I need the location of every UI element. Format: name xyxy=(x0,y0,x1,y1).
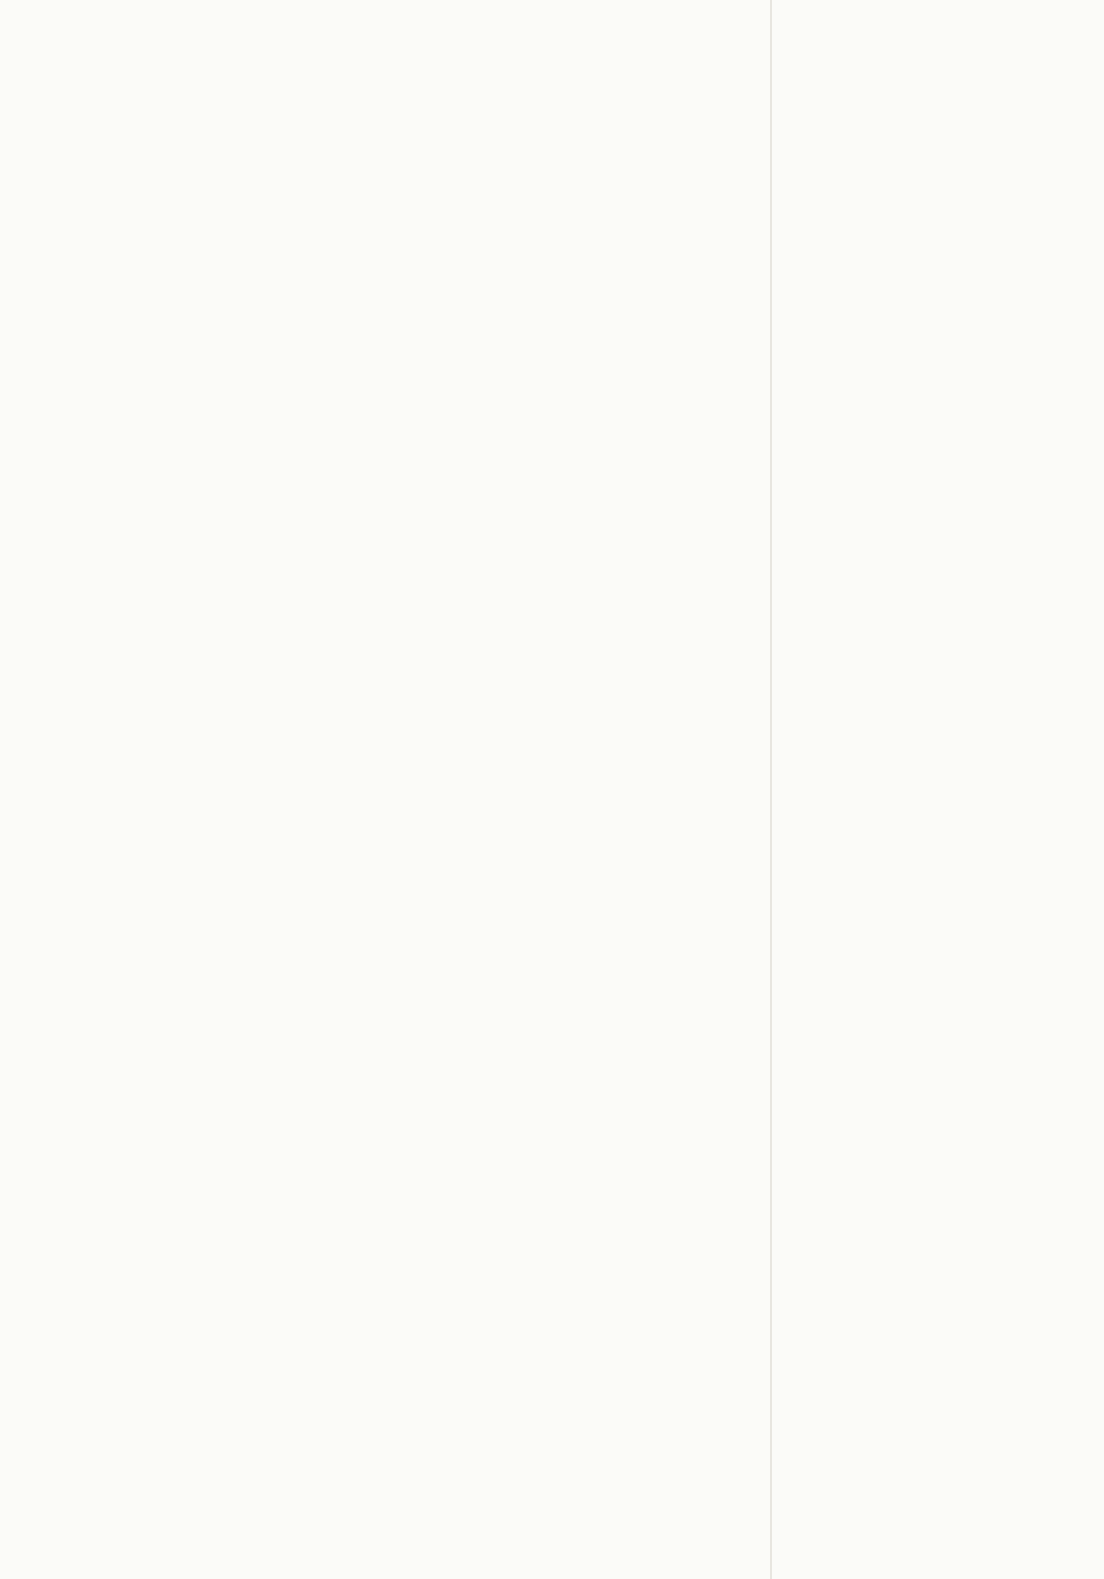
page-fold-line xyxy=(770,0,772,1579)
